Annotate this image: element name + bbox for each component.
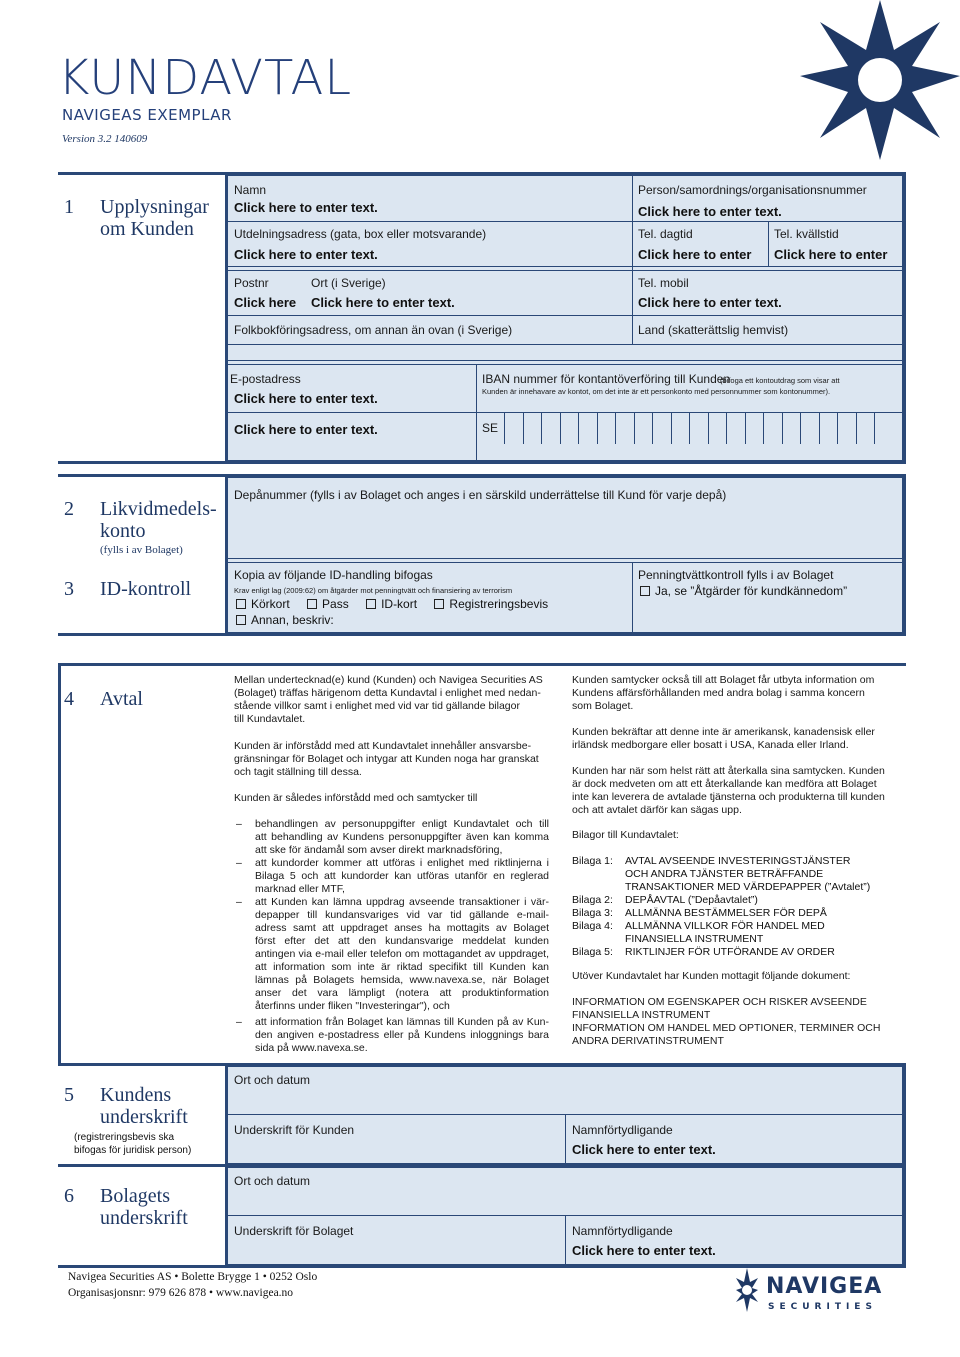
email-input[interactable]: Click here to enter text. [234,391,378,406]
s5-clarification-input[interactable]: Click here to enter text. [572,1142,716,1157]
agreement-consent-intro: Kunden är således införstådd med och samtycker till [234,792,478,804]
city-input[interactable]: Click here to enter text. [311,295,455,310]
iban-note-1: (bifoga ett kontoutdrag som visar att [720,376,840,385]
email-input-2[interactable]: Click here to enter text. [234,422,378,437]
pt-label: Penningtvättkontroll fylls i av Bolaget [638,568,834,582]
folk-address-label: Folkbokföringsadress, om annan än ovan (i Sverige) [234,323,513,337]
option-korkort[interactable]: Körkort [236,597,290,611]
dash-icon: – [236,818,242,830]
text-line: antingen via e-mail eller telefon om mottagandet av uppdraget, [255,948,549,960]
bilaga-label: Bilaga 5: [572,946,613,958]
iban-digit-box[interactable] [763,412,781,444]
text-line: stående villkor samt i enlighet med vid var tid gällande bilagor [234,700,520,712]
section-2-sub: (fylls i av Bolaget) [100,544,183,556]
iban-digit-box[interactable] [634,412,652,444]
name-input[interactable]: Click here to enter text. [234,200,378,215]
agreement-liability [234,740,564,779]
postnr-input[interactable]: Click here [234,295,297,310]
section-6-title: Bolagets underskrift [100,1185,188,1229]
iban-digit-box[interactable] [708,412,726,444]
mobile-label: Tel. mobil [638,276,689,290]
text-line: att behandling av Kundens personuppgifter även kan komma [255,831,549,843]
dash-icon: – [236,857,242,869]
name-label: Namn [234,183,267,197]
bilagor-title: Bilagor till Kundavtalet: [572,829,679,841]
section-5-title: Kundens underskrift [100,1084,188,1128]
iban-digit-box[interactable] [578,412,596,444]
section-1-title: Upplysningar om Kunden [100,196,209,240]
bilaga-label: Bilaga 1: [572,855,613,867]
text-line: adress samt att uppdraget anses ha mottagits av Bolaget [255,922,549,934]
text-line: behandlingen av personuppgifter enligt Kundavtalet och till [255,818,549,830]
depa-label: Depånummer (fylls i av Bolaget och anges i en särskild underrättelse till Kund för varje depå) [234,488,727,502]
iban-digit-box[interactable] [856,412,874,444]
text-line: (Bolaget) träffas härigenom detta Kundavtal i enlighet med nedan- [234,687,541,699]
option-id-kort[interactable]: ID-kort [366,597,417,611]
iban-digit-box[interactable] [652,412,670,444]
iban-digit-box[interactable] [615,412,633,444]
iban-digit-box[interactable] [837,412,855,444]
s6-place-date-label: Ort och datum [234,1174,311,1188]
bilaga-label: Bilaga 2: [572,894,613,906]
text-line: och tagit ställning till dessa. [234,766,362,778]
iban-digit-box[interactable] [782,412,800,444]
s6-clarification-input[interactable]: Click here to enter text. [572,1243,716,1258]
text-line: inte kan leverera de avtalade tjänsterna och produkterna till kunden [572,791,885,803]
text-line: Kunden är införstådd med att Kundavtalet innehåller ansvarsbe- [234,740,532,752]
text-line: den angiven e-postadress eller på Kundens inloggnings bara [255,1029,549,1041]
iban-digit-box[interactable] [504,412,522,444]
text-line: först efter det att den kundansvarige meddelat kunden [255,935,549,947]
section-2-number: 2 [64,498,74,520]
law-note: Krav enligt lag (2009:62) om åtgärder mot penningtvätt och finansiering av terrorism [234,586,513,595]
text-line: INFORMATION OM HANDEL MED OPTIONER, TERMINER OCH [572,1022,881,1034]
text-line: Kunden samtycker också till att Bolaget får utbyta information om [572,674,875,686]
section-3-title: ID-kontroll [100,578,192,600]
text-line: att information från Bolaget kan lämnas till Kunden på av Kun- [255,1016,549,1028]
text-line: Bilaga 5 och att kundorder kan utföras utanför en reglerad [255,870,549,882]
iban-label: IBAN nummer för kontantöverföring till Kunden [482,372,731,386]
email-label: E-postadress [230,372,301,386]
text-line: återfinns under fliken "Investeringar"), och [255,1000,450,1012]
document-title: KUNDAVTAL [58,50,353,106]
list-item [255,857,549,896]
section-4-number: 4 [64,688,74,710]
orgnr-label: Person/samordnings/organisationsnummer [638,183,867,197]
section-2-title: Likvidmedels- konto [100,498,217,542]
version-label: Version 3.2 140609 [62,133,148,145]
list-item [255,818,549,857]
iban-digit-box[interactable] [689,412,707,444]
other-docs-title: Utöver Kundavtalet har Kunden mottagit följande dokument: [572,970,851,982]
text-line: Kunden bekräftar att denne inte är amerikansk, kanadensisk eller [572,726,875,738]
dash-icon: – [236,1016,242,1028]
address-input[interactable]: Click here to enter text. [234,247,378,262]
bilaga-label: Bilaga 4: [572,920,613,932]
text-line: depapper till kundansvariges vid var tid gällande e-mail- [255,909,549,921]
section-3-number: 3 [64,578,74,600]
text-line: irländsk medborgare eller bosatt i USA, Kanada eller Irland. [572,739,849,751]
text-line: gränsningar för Bolaget och intygar att Kunden noga har granskat [234,753,539,765]
bilaga-label: Bilaga 3: [572,907,613,919]
iban-digit-box[interactable] [819,412,837,444]
star-logo-icon [790,0,960,180]
iban-digit-box[interactable] [541,412,559,444]
text-line: som Bolaget. [572,700,634,712]
iban-digit-box[interactable] [597,412,615,444]
mobile-input[interactable]: Click here to enter text. [638,295,782,310]
bilaga-title: DEPÅAVTAL (”Depåavtalet”) [625,894,758,906]
iban-digit-box[interactable] [800,412,818,444]
text-line: är dock medveten om att ett återkallande kan medföra att Bolaget [572,778,877,790]
bilaga-title: AVTAL AVSEENDE INVESTERINGSTJÄNSTER [625,855,851,867]
iban-prefix: SE [482,421,499,435]
option-other[interactable]: Annan, beskriv: [236,613,334,627]
s6-signature-label: Underskrift för Bolaget [234,1224,354,1238]
document-subtitle: NAVIGEAS EXEMPLAR [62,106,232,124]
tel-eve-label: Tel. kvällstid [774,227,839,241]
text-line: FINANSIELLA INSTRUMENT [572,1009,711,1021]
orgnr-input[interactable]: Click here to enter text. [638,204,782,219]
text-line: och att avtalet därför kan sägas upp. [572,804,742,816]
s5-signature-label: Underskrift för Kunden [234,1123,355,1137]
bilaga-title: ALLMÄNNA BESTÄMMELSER FÖR DEPÅ [625,907,827,919]
s5-clarification-label: Namnförtydligande [572,1123,673,1137]
tel-day-input[interactable]: Click here to enter [638,247,752,262]
postnr-label: Postnr [234,276,269,290]
city-label: Ort (i Sverige) [311,276,386,290]
text-line: marknad eller MTF, [255,883,345,895]
iban-digit-box[interactable] [745,412,763,444]
text-line: att kundorder kommer att utföras i enlighet med riktlinjerna i [255,857,549,869]
text-line: till Kundavtalet. [234,713,306,725]
bilaga-title: RIKTLINJER FÖR UTFÖRANDE AV ORDER [625,946,835,958]
text-line: att Kunden kan lämna uppdrag avseende transaktioner i vär- [255,896,549,908]
text-line: INFORMATION OM EGENSKAPER OCH RISKER AVSEENDE [572,996,867,1008]
section-6-number: 6 [64,1185,74,1207]
other-docs-list [572,996,902,1048]
section-5-number: 5 [64,1084,74,1106]
list-item [255,1016,549,1055]
dash-icon: – [236,896,242,908]
tel-day-label: Tel. dagtid [638,227,693,241]
section-5-sub: (registreringsbevis ska bifogas för juridisk person) [74,1132,192,1156]
logo-sub: SECURITIES [768,1302,877,1312]
pt-option[interactable]: Ja, se ”Åtgärder för kundkännedom” [640,584,847,598]
iban-digit-box[interactable] [560,412,578,444]
iban-digit-box[interactable] [874,412,892,444]
text-line: att information som inte är riktad specifikt till Kunden kan [255,961,549,973]
text-line: Mellan undertecknad(e) kund (Kunden) och Navigea Securities AS [234,674,543,686]
footer-address: Navigea Securities AS • Bolette Brygge 1 • 0252 Oslo [68,1271,318,1283]
text-line: sida på www.navexa.se. [255,1042,368,1054]
option-pass[interactable]: Pass [307,597,349,611]
text-line: Kunden har när som helst rätt att återkalla sina samtycken. Kunden [572,765,885,777]
iban-digit-box[interactable] [726,412,744,444]
agreement-intro [234,674,564,726]
section-4-title: Avtal [100,688,143,710]
option-registreringsbevis[interactable]: Registreringsbevis [434,597,548,611]
text-line: Kundens affärsförhållanden med andra bolag i samma koncern [572,687,865,699]
text-line: att ske för ändamål som avser direkt marknadsföring, [255,844,503,856]
id-copy-label: Kopia av följande ID-handling bifogas [234,568,433,582]
citizenship-statement [572,726,902,752]
text-line: lämnas på Bolagets hemsida, www.navexa.se, när Bolaget [255,974,549,986]
tel-eve-input[interactable]: Click here to enter [774,247,888,262]
footer-org: Organisasjonsnr: 979 626 878 • www.navigea.no [68,1287,294,1299]
text-line: anser det vara lämpligt (notera att produktinformation [255,987,549,999]
address-label: Utdelningsadress (gata, box eller motsvarande) [234,227,487,241]
logo-name: NAVIGEA [766,1274,883,1299]
bilaga-title: OCH ANDRA TJÄNSTER BETRÄFFANDE [625,868,824,880]
s5-place-date-label: Ort och datum [234,1073,311,1087]
bilaga-title: TRANSAKTIONER MED VÄRDEPAPPER (”Avtalet”) [625,881,871,893]
iban-digit-box[interactable] [523,412,541,444]
country-label: Land (skatterättslig hemvist) [638,323,789,337]
iban-note-2: Kunden är innehavare av kontot, om det inte är ett personkonto med personnummer som kontonummer). [482,387,831,396]
text-line: ANDRA DERIVATINSTRUMENT [572,1035,724,1047]
section-1-number: 1 [64,196,74,218]
s6-clarification-label: Namnförtydligande [572,1224,673,1238]
consent-group [572,674,902,713]
navigea-logo-icon [736,1268,758,1312]
id-options [236,597,562,611]
list-item [255,896,549,1013]
bilaga-title: ALLMÄNNA VILLKOR FÖR HANDEL MED [625,920,825,932]
iban-digit-box[interactable] [671,412,689,444]
bilaga-title: FINANSIELLA INSTRUMENT [625,933,764,945]
revoke-statement [572,765,902,817]
